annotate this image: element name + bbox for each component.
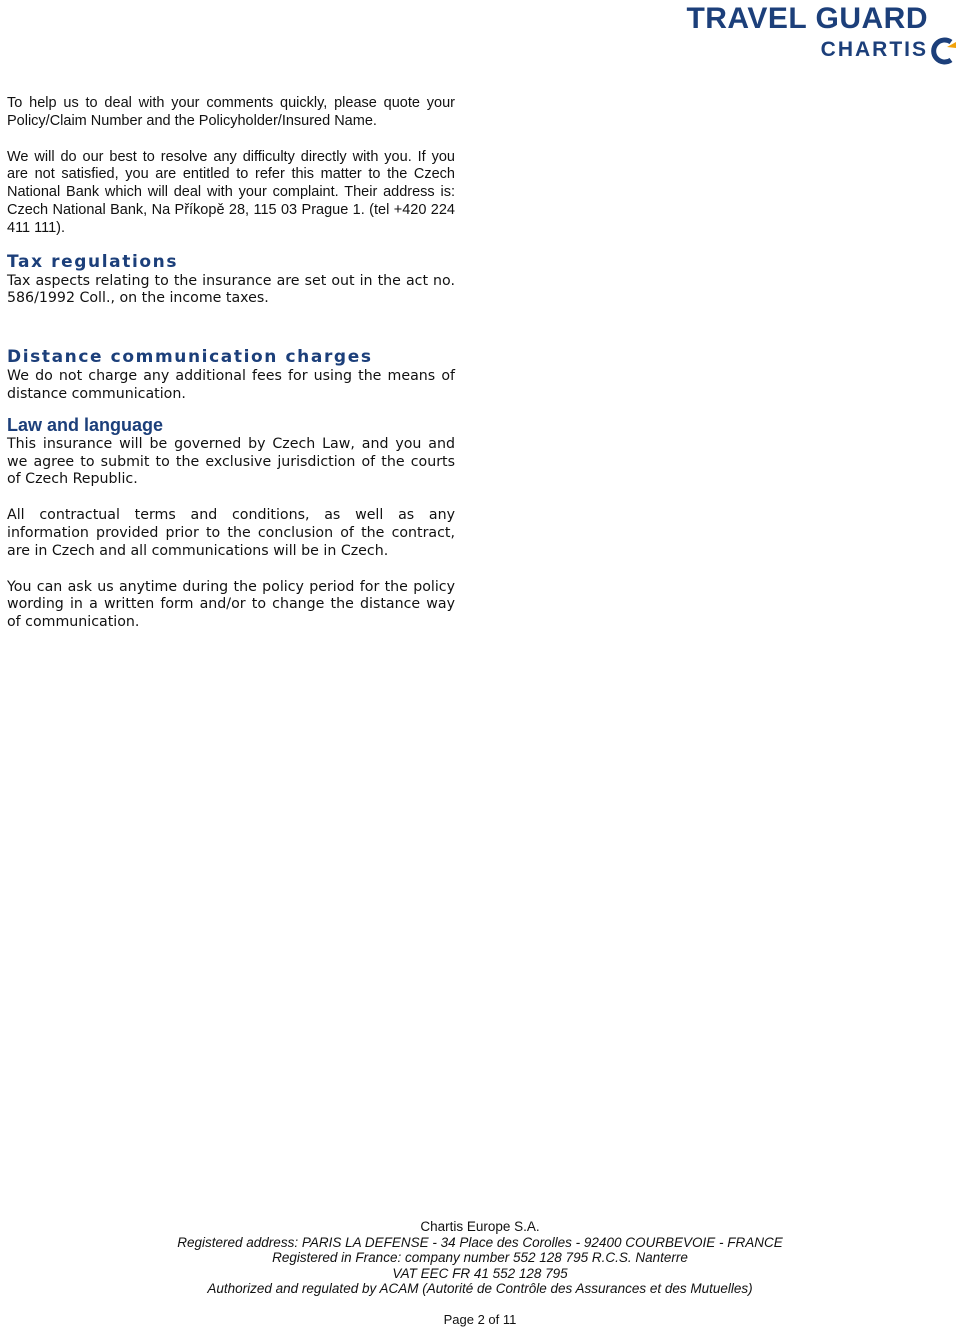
footer-vat: VAT EEC FR 41 552 128 795 — [392, 1265, 568, 1281]
footer-regulator: Authorized and regulated by ACAM (Autorité de Contrôle des Assurances et des Mutuelles) — [207, 1281, 753, 1296]
chartis-mark-icon — [930, 37, 958, 65]
page-number: Page 2 of 11 — [443, 1312, 517, 1327]
tax-regulations-heading: Tax regulations — [7, 251, 179, 272]
footer-company: Chartis Europe S.A. — [420, 1219, 540, 1234]
paragraph-resolve-difficulty: We will do our best to resolve any difficulty directly with you. If you are not satisfied, you are entitled to refer this matter to the Czech National Bank which will deal with your complaint. Their address is: Czech National Bank, Na Příkopě 28, 115 03 Prague 1. (tel +420 224 411 111). — [7, 148, 455, 236]
page-footer — [0, 1219, 960, 1297]
law-and-language-heading: Law and language — [7, 414, 164, 435]
logo-title: TRAVEL GUARD — [686, 2, 928, 35]
law-and-language-text: This insurance will be governed by Czech Law, and you and we agree to submit to the exclusive jurisdiction of the courts of Czech Republic. — [7, 435, 455, 488]
paragraph-quote-policy: To help us to deal with your comments quickly, please quote your Policy/Claim Number and the Policyholder/Insured Name. — [7, 95, 455, 129]
policy-wording-request-text: You can ask us anytime during the policy period for the policy wording in a written form and/or to change the distance way of communication. — [7, 578, 455, 631]
contract-language-text: All contractual terms and conditions, as well as any information provided prior to the conclusion of the contract, are in Czech and all communications will be in Czech. — [7, 507, 455, 559]
tax-regulations-text: Tax aspects relating to the insurance are set out in the act no. 586/1992 Coll., on the income taxes. — [7, 272, 455, 307]
footer-registered-address: Registered address: PARIS LA DEFENSE - 34 Place des Corolles - 92400 COURBEVOIE - FRANCE — [177, 1234, 783, 1250]
distance-communication-text: We do not charge any additional fees for using the means of distance communication. — [7, 368, 455, 402]
logo-subtitle: CHARTIS — [820, 38, 928, 61]
document-body — [7, 95, 455, 632]
distance-communication-heading: Distance communication charges — [7, 347, 373, 368]
travel-guard-logo — [670, 0, 960, 70]
footer-registration: Registered in France: company number 552 128 795 R.C.S. Nanterre — [272, 1250, 688, 1265]
